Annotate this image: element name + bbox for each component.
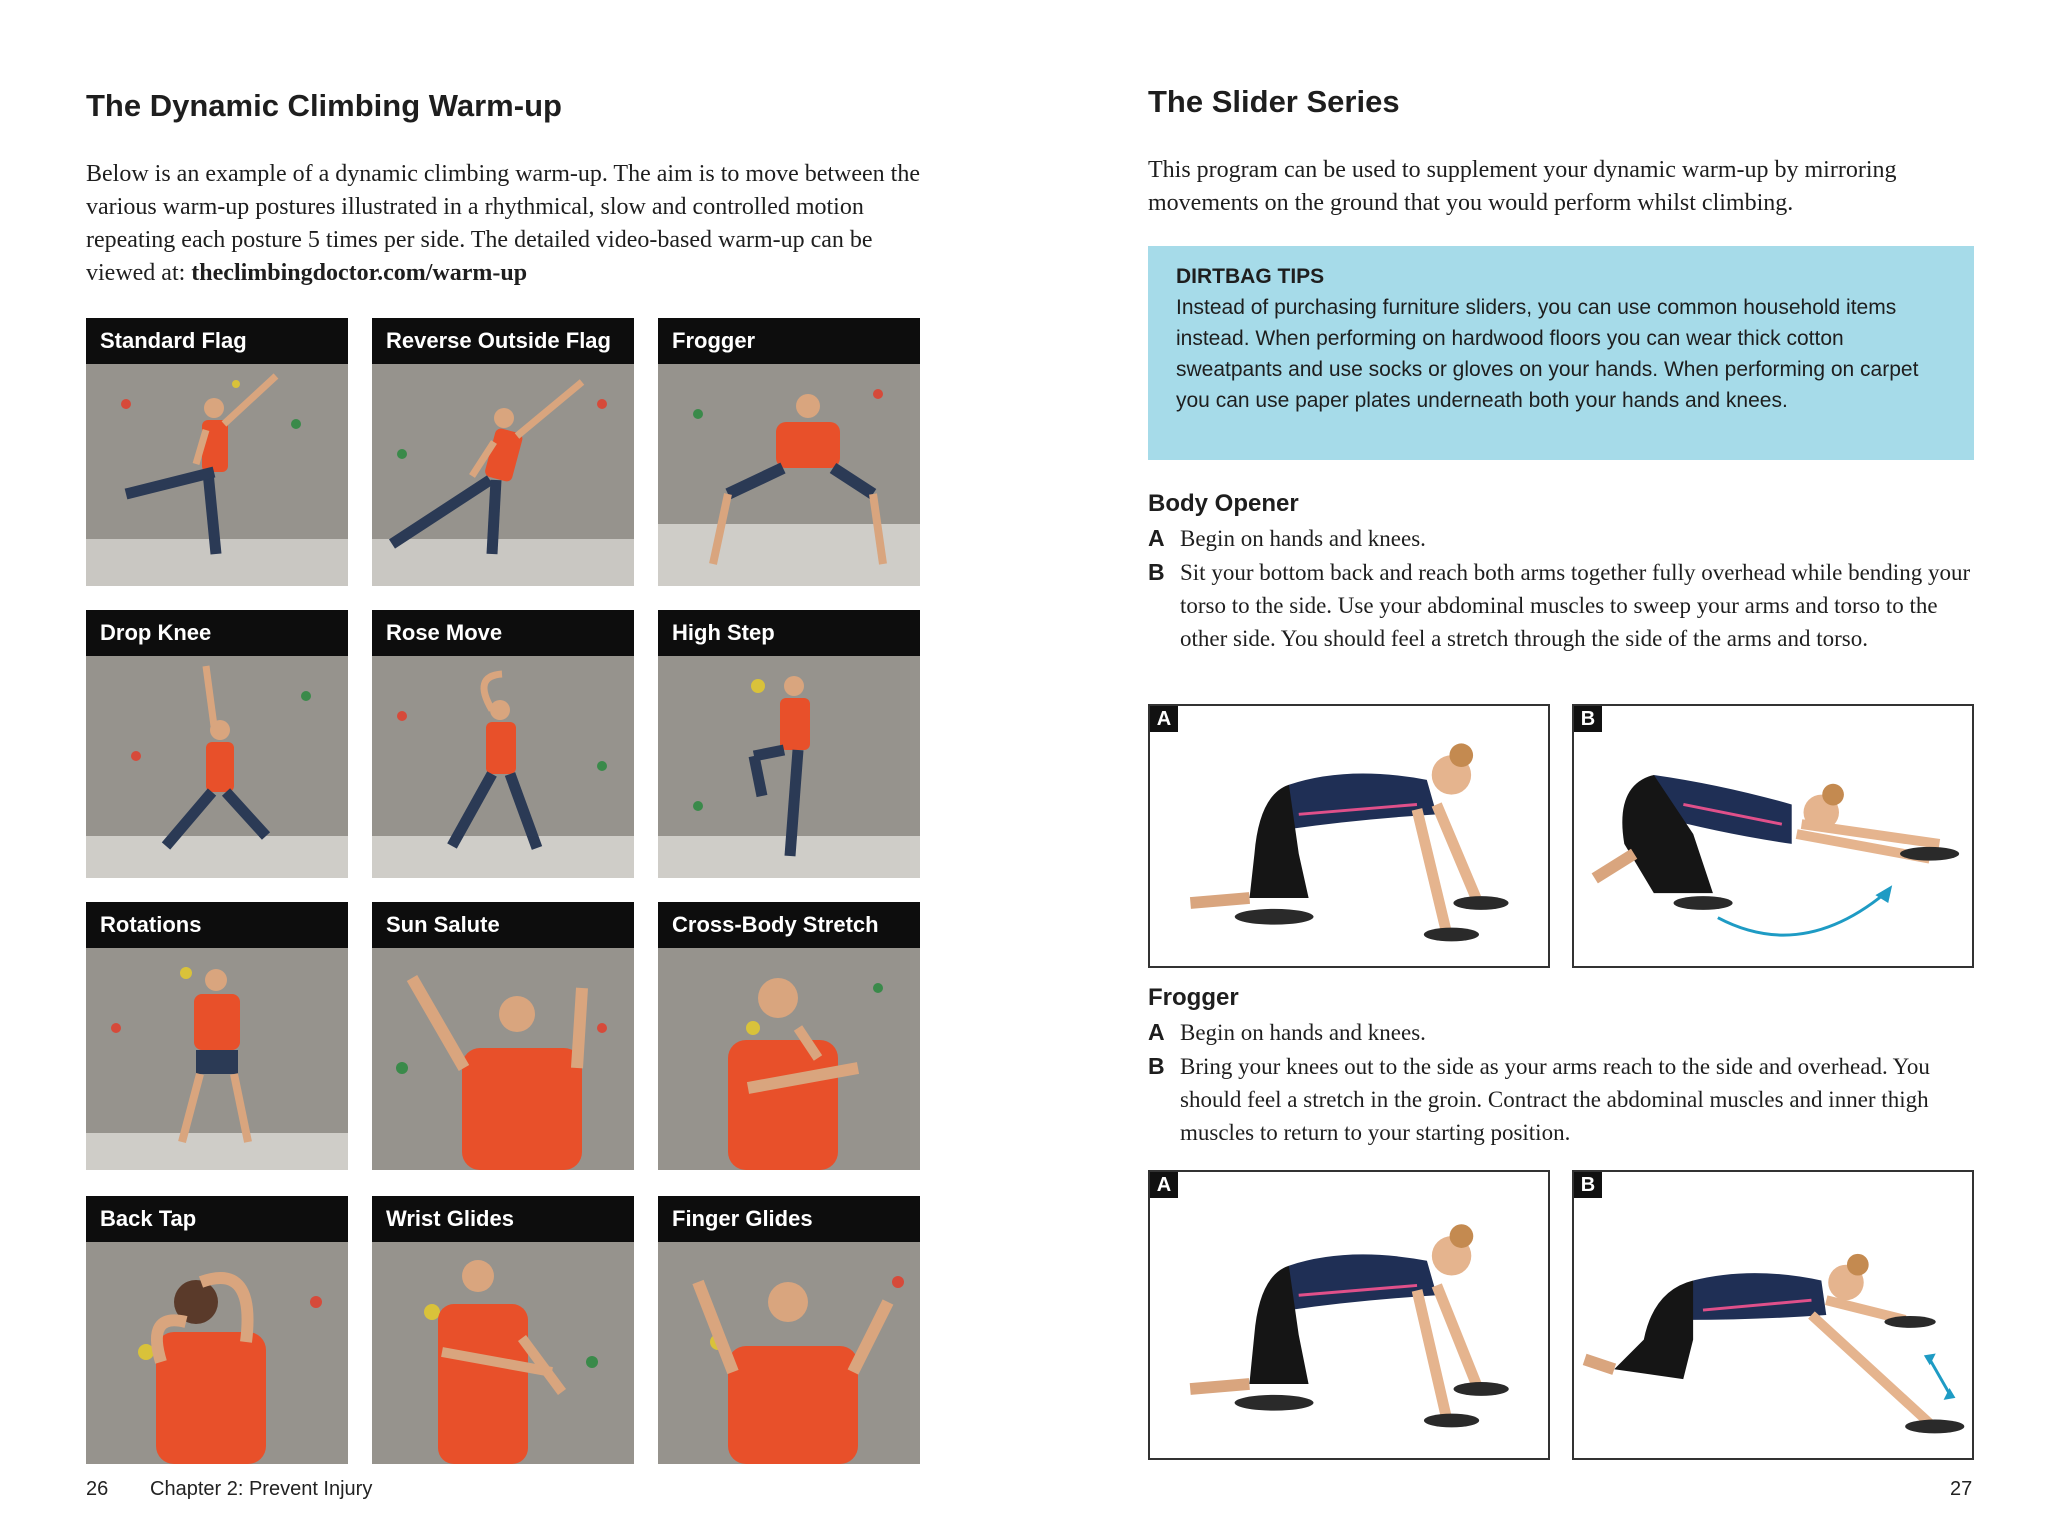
exercise-photo	[86, 948, 348, 1170]
exercise-photo	[86, 656, 348, 878]
exercise-tile	[658, 318, 920, 586]
step-text: Sit your bottom back and reach both arms together fully overhead while bending your torso to the side. Use your abdominal muscles to sweep your arms and torso to the other side. You should feel a stretch through the side of the arms and torso.	[1180, 560, 1971, 651]
exercise-photo	[658, 948, 920, 1170]
left-page-title: The Dynamic Climbing Warm-up	[86, 88, 562, 123]
chapter-title: Chapter 2: Prevent Injury	[150, 1478, 373, 1500]
exercise-label: Rose Move	[372, 610, 634, 656]
exercise-tile	[86, 610, 348, 878]
exercise-tile	[86, 902, 348, 1170]
exercise-label: Rotations	[86, 902, 348, 948]
exercise-photo-grid	[86, 318, 920, 1464]
step-text: Bring your knees out to the side as your arms reach to the side and overhead. You should feel a stretch in the groin. Contract the abdominal muscles and inner thigh muscles to return to your starting position.	[1180, 1054, 1930, 1145]
body-opener-step-a	[1148, 522, 1978, 555]
right-intro-paragraph: This program can be used to supplement your dynamic warm-up by mirroring movements on the ground that you would perform whilst climbing.	[1148, 157, 1897, 216]
exercise-label: Reverse Outside Flag	[372, 318, 634, 364]
frogger-step-a	[1148, 1016, 1978, 1049]
step-text: Begin on hands and knees.	[1180, 526, 1426, 551]
exercise-label: Drop Knee	[86, 610, 348, 656]
image-tag: B	[1574, 1172, 1602, 1198]
body-opener-title: Body Opener	[1148, 490, 1299, 517]
frogger-image-a	[1148, 1170, 1550, 1460]
image-tag: A	[1150, 706, 1178, 732]
image-tag: A	[1150, 1172, 1178, 1198]
exercise-label: Finger Glides	[658, 1196, 920, 1242]
step-letter: B	[1148, 559, 1165, 585]
kneeling-photo	[1150, 706, 1548, 966]
exercise-label: Wrist Glides	[372, 1196, 634, 1242]
exercise-label: Standard Flag	[86, 318, 348, 364]
tips-title: DIRTBAG TIPS	[1176, 265, 1325, 288]
exercise-photo	[372, 364, 634, 586]
tips-body: Instead of purchasing furniture sliders, you can use common household items instead. When performing on hardwood floors you can wear thick cotton sweatpants and use socks or gloves on your hands. When performing on carpet you can use paper plates underneath both your hands and knees.	[1176, 296, 1919, 412]
step-letter: A	[1148, 525, 1165, 551]
exercise-tile	[372, 318, 634, 586]
frogger-title: Frogger	[1148, 984, 1239, 1011]
dirtbag-tips-box	[1148, 246, 1974, 460]
exercise-label: Frogger	[658, 318, 920, 364]
step-letter: A	[1148, 1019, 1165, 1045]
exercise-photo	[372, 948, 634, 1170]
frogger-step-b	[1148, 1050, 1978, 1149]
frogger-image-b	[1572, 1170, 1974, 1460]
body-opener-image-b	[1572, 704, 1974, 968]
step-letter: B	[1148, 1053, 1165, 1079]
exercise-tile	[658, 1196, 920, 1464]
body-opener-step-b	[1148, 556, 1978, 655]
exercise-photo	[658, 656, 920, 878]
exercise-photo	[86, 1242, 348, 1464]
frog-stretch-photo	[1574, 1172, 1972, 1458]
image-tag: B	[1574, 706, 1602, 732]
left-page-number: 26	[86, 1478, 109, 1500]
stretch-photo	[1574, 706, 1972, 966]
exercise-label: Sun Salute	[372, 902, 634, 948]
exercise-tile	[372, 1196, 634, 1464]
exercise-photo	[86, 364, 348, 586]
warm-up-link[interactable]: theclimbingdoctor.com/warm-up	[191, 260, 528, 286]
right-page-number: 27	[1950, 1478, 1973, 1500]
exercise-photo	[658, 364, 920, 586]
exercise-label: Cross-Body Stretch	[658, 902, 920, 948]
exercise-tile	[658, 902, 920, 1170]
left-intro-text: Below is an example of a dynamic climbing warm-up. The aim is to move between the various warm-up postures illustrated in a rhythmical, slow and controlled motion repeating each posture 5 times per side. The detailed video-based warm-up can be viewed at:	[86, 161, 920, 286]
exercise-tile	[372, 610, 634, 878]
left-intro-paragraph	[86, 158, 926, 290]
right-page-title: The Slider Series	[1148, 84, 1400, 119]
exercise-label: High Step	[658, 610, 920, 656]
exercise-tile	[372, 902, 634, 1170]
step-text: Begin on hands and knees.	[1180, 1020, 1426, 1045]
exercise-label: Back Tap	[86, 1196, 348, 1242]
exercise-photo	[372, 656, 634, 878]
body-opener-image-a	[1148, 704, 1550, 968]
exercise-tile	[86, 1196, 348, 1464]
exercise-photo	[372, 1242, 634, 1464]
exercise-photo	[658, 1242, 920, 1464]
kneeling-photo	[1150, 1172, 1548, 1458]
exercise-tile	[658, 610, 920, 878]
exercise-tile	[86, 318, 348, 586]
